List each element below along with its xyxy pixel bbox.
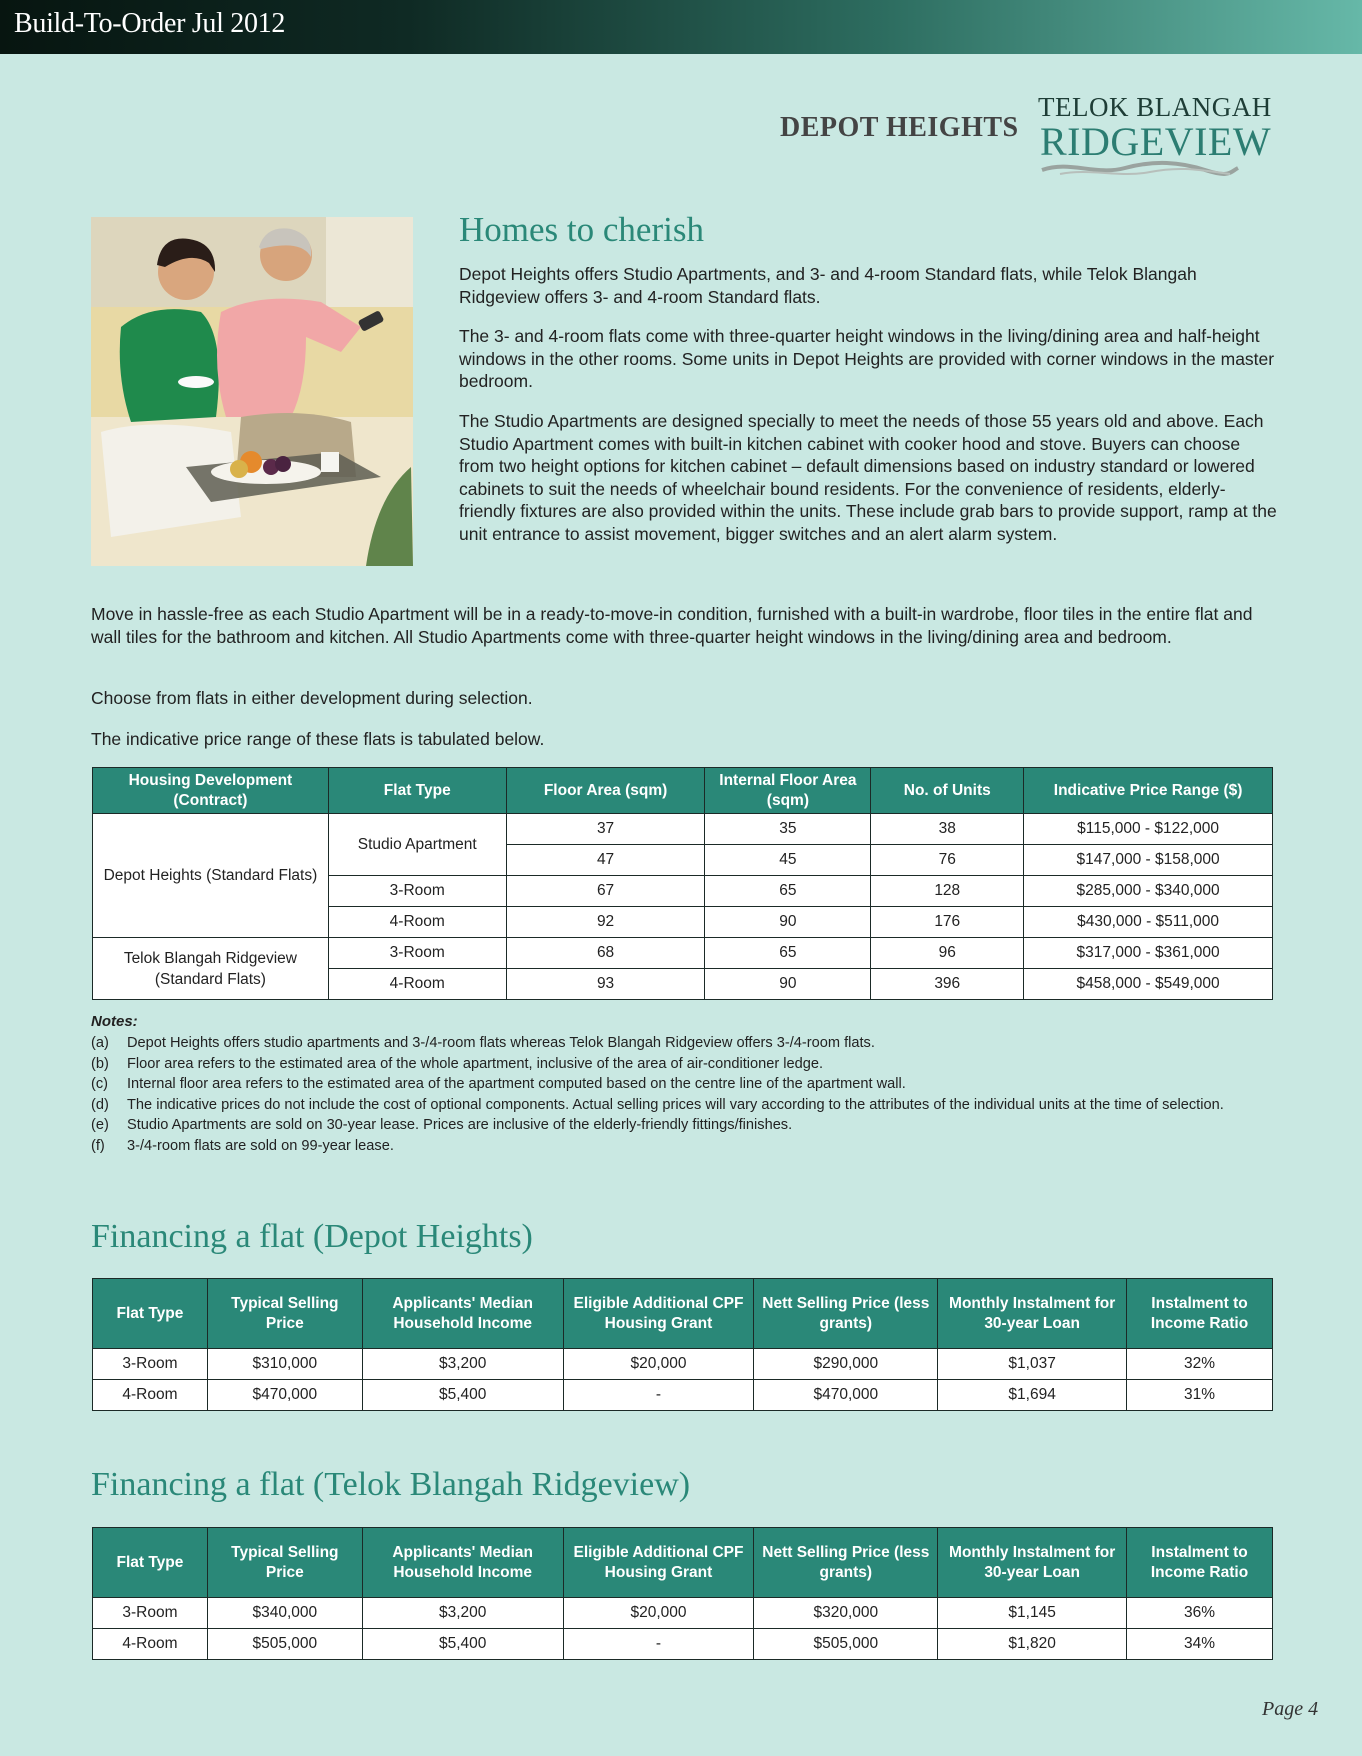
homes-heading: Homes to cherish: [459, 210, 704, 249]
fin-cell: 31%: [1127, 1380, 1273, 1411]
page-number: Page 4: [1262, 1698, 1319, 1720]
fin-header-selling-price: Typical Selling Price: [207, 1279, 362, 1349]
note-text: Studio Apartments are sold on 30-year lease. Prices are inclusive of the elderly-friendly fittings/finishes.: [127, 1117, 793, 1133]
fin-header-median-income: Applicants' Median Household Income: [362, 1279, 563, 1349]
logo-wave-icon: [1040, 158, 1240, 180]
units-cell: 128: [871, 876, 1024, 907]
flat-type-cell: 3-Room: [328, 938, 506, 969]
floor-area-cell: 68: [506, 938, 705, 969]
elderly-couple-photo: [91, 217, 413, 566]
fin-cell: $505,000: [754, 1629, 938, 1660]
note-item: [91, 1033, 1271, 1054]
fin-cell: $320,000: [754, 1598, 938, 1629]
fin-cell: $20,000: [563, 1598, 754, 1629]
fin-cell: 4-Room: [93, 1629, 208, 1660]
fin-cell: $470,000: [754, 1380, 938, 1411]
financing-depot-heading: Financing a flat (Depot Heights): [91, 1218, 533, 1255]
fin-cell: -: [563, 1629, 754, 1660]
units-cell: 396: [871, 969, 1024, 1000]
financing-depot-table: [92, 1278, 1273, 1411]
flat-type-cell: 4-Room: [328, 907, 506, 938]
note-text: Internal floor area refers to the estimated area of the apartment computed based on the centre line of the apartment wall.: [127, 1076, 906, 1092]
fin-cell: $5,400: [362, 1380, 563, 1411]
fin-cell: $1,145: [938, 1598, 1127, 1629]
fin-cell: $1,037: [938, 1349, 1127, 1380]
fin-cell: 32%: [1127, 1349, 1273, 1380]
flat-type-cell: 3-Room: [328, 876, 506, 907]
development-depot-heights: Depot Heights (Standard Flats): [93, 814, 329, 938]
fin-cell: $505,000: [207, 1629, 362, 1660]
note-item: [91, 1095, 1271, 1116]
flat-type-cell: Studio Apartment: [328, 814, 506, 876]
homes-paragraph-4: Move in hassle-free as each Studio Apartment will be in a ready-to-move-in condition, furnished with a built-in wardrobe, floor tiles in the entire flat and wall tiles for the bathroom and kitchen. All Studio Apartments come with three-quarter height windows in the living/dining area and bedroom.: [91, 604, 1253, 647]
depot-heights-logo: DEPOT HEIGHTS: [780, 112, 1019, 143]
note-text: The indicative prices do not include the cost of optional components. Actual selling prices will vary according to the attributes of the individual units at the time of selection.: [127, 1096, 1224, 1113]
note-text: Depot Heights offers studio apartments and 3-/4-room flats whereas Telok Blangah Ridgeview offers 3-/4-room flats.: [127, 1035, 875, 1051]
price-header-floor-area: Floor Area (sqm): [506, 768, 705, 814]
financing-telok-header-row: [93, 1528, 1273, 1598]
fin-header-monthly-instalment: Monthly Instalment for 30-year Loan: [938, 1279, 1127, 1349]
fin-cell: 34%: [1127, 1629, 1273, 1660]
table-row: [93, 1598, 1273, 1629]
notes-list: [91, 1033, 1271, 1156]
price-header-internal-area: Internal Floor Area (sqm): [705, 768, 871, 814]
fin-cell: $290,000: [754, 1349, 938, 1380]
header-title: Build-To-Order Jul 2012: [14, 8, 286, 39]
fin-cell: $5,400: [362, 1629, 563, 1660]
table-row: [93, 1349, 1273, 1380]
fin-cell: -: [563, 1380, 754, 1411]
internal-area-cell: 90: [705, 969, 871, 1000]
fin-cell: $1,694: [938, 1380, 1127, 1411]
fin-cell: 36%: [1127, 1598, 1273, 1629]
note-label: (a): [91, 1035, 109, 1051]
homes-paragraph-6: The indicative price range of these flats is tabulated below.: [91, 729, 545, 749]
note-label: (f): [91, 1137, 105, 1154]
units-cell: 96: [871, 938, 1024, 969]
internal-area-cell: 90: [705, 907, 871, 938]
table-row: [93, 1629, 1273, 1660]
note-item: [91, 1074, 1271, 1095]
price-header-development: Housing Development (Contract): [93, 768, 329, 814]
homes-paragraph-2: The 3- and 4-room flats come with three-quarter height windows in the living/dining area and half-height windows in the other rooms. Some units in Depot Heights are provided with corner windows in the master bedroom.: [459, 326, 1275, 391]
price-header-units: No. of Units: [871, 768, 1024, 814]
note-label: (b): [91, 1055, 109, 1072]
note-label: (d): [91, 1096, 109, 1113]
floor-area-cell: 47: [506, 845, 705, 876]
floor-area-cell: 93: [506, 969, 705, 1000]
internal-area-cell: 65: [705, 938, 871, 969]
fin-header-cpf-grant: Eligible Additional CPF Housing Grant: [563, 1528, 754, 1598]
fin-cell: $3,200: [362, 1598, 563, 1629]
table-row: [93, 938, 1273, 969]
fin-header-cpf-grant: Eligible Additional CPF Housing Grant: [563, 1279, 754, 1349]
note-label: (e): [91, 1117, 109, 1133]
financing-telok-table: [92, 1527, 1273, 1660]
flat-type-cell: 4-Room: [328, 969, 506, 1000]
price-header-flat-type: Flat Type: [328, 768, 506, 814]
price-header-price-range: Indicative Price Range ($): [1024, 768, 1273, 814]
homes-paragraph-1: Depot Heights offers Studio Apartments, and 3- and 4-room Standard flats, while Telok Blangah Ridgeview offers 3- and 4-room Standard flats.: [459, 264, 1197, 307]
note-label: (c): [91, 1076, 109, 1092]
fin-cell: $340,000: [207, 1598, 362, 1629]
table-row: [93, 1380, 1273, 1411]
homes-paragraph-3: The Studio Apartments are designed specially to meet the needs of those 55 years old and above. Each Studio Apartment comes with built-in kitchen cabinet with cooker hood and stove. Buyers can choose from two height options for kitchen cabinet – default dimensions based on industry standard or lowered cabinets to suit the needs of wheelchair bound residents. For the convenience of residents, elderly-friendly fixtures are also provided within the units. These include grab bars to provide support, ramp at the unit entrance to assist movement, bigger switches and an alert alarm system.: [459, 411, 1277, 544]
fin-header-selling-price: Typical Selling Price: [207, 1528, 362, 1598]
internal-area-cell: 35: [705, 814, 871, 845]
fin-header-flat-type: Flat Type: [93, 1279, 208, 1349]
notes-title: Notes:: [91, 1013, 138, 1030]
note-text: 3-/4-room flats are sold on 99-year lease.: [127, 1137, 394, 1154]
fin-cell: $470,000: [207, 1380, 362, 1411]
fin-cell: $3,200: [362, 1349, 563, 1380]
financing-telok-heading: Financing a flat (Telok Blangah Ridgeview): [91, 1466, 691, 1503]
price-range-cell: $147,000 - $158,000: [1024, 845, 1273, 876]
fin-header-nett-price: Nett Selling Price (less grants): [754, 1279, 938, 1349]
fin-header-income-ratio: Instalment to Income Ratio: [1127, 1279, 1273, 1349]
telok-blangah-logo-line2: RIDGEVIEW: [1040, 119, 1272, 164]
fin-cell: $310,000: [207, 1349, 362, 1380]
fin-cell: $20,000: [563, 1349, 754, 1380]
note-text: Floor area refers to the estimated area of the whole apartment, inclusive of the area of air-conditioner ledge.: [127, 1055, 824, 1072]
fin-header-nett-price: Nett Selling Price (less grants): [754, 1528, 938, 1598]
price-range-cell: $285,000 - $340,000: [1024, 876, 1273, 907]
note-item: [91, 1054, 1271, 1075]
fin-cell: 3-Room: [93, 1598, 208, 1629]
table-row: [93, 814, 1273, 845]
fin-cell: $1,820: [938, 1629, 1127, 1660]
fin-header-income-ratio: Instalment to Income Ratio: [1127, 1528, 1273, 1598]
fin-cell: 3-Room: [93, 1349, 208, 1380]
price-range-cell: $458,000 - $549,000: [1024, 969, 1273, 1000]
price-range-cell: $430,000 - $511,000: [1024, 907, 1273, 938]
financing-depot-header-row: [93, 1279, 1273, 1349]
units-cell: 38: [871, 814, 1024, 845]
fin-header-flat-type: Flat Type: [93, 1528, 208, 1598]
note-item: [91, 1115, 1271, 1136]
telok-blangah-logo-line1: TELOK BLANGAH: [1038, 92, 1272, 122]
fin-cell: 4-Room: [93, 1380, 208, 1411]
floor-area-cell: 37: [506, 814, 705, 845]
units-cell: 76: [871, 845, 1024, 876]
price-range-cell: $115,000 - $122,000: [1024, 814, 1273, 845]
price-table-header-row: [93, 768, 1273, 814]
units-cell: 176: [871, 907, 1024, 938]
internal-area-cell: 65: [705, 876, 871, 907]
price-range-cell: $317,000 - $361,000: [1024, 938, 1273, 969]
internal-area-cell: 45: [705, 845, 871, 876]
price-table: [92, 767, 1273, 1000]
note-item: [91, 1136, 1271, 1157]
development-telok-blangah: Telok Blangah Ridgeview (Standard Flats): [93, 938, 329, 1000]
fin-header-monthly-instalment: Monthly Instalment for 30-year Loan: [938, 1528, 1127, 1598]
floor-area-cell: 92: [506, 907, 705, 938]
fin-header-median-income: Applicants' Median Household Income: [362, 1528, 563, 1598]
floor-area-cell: 67: [506, 876, 705, 907]
homes-paragraph-5: Choose from flats in either development during selection.: [91, 688, 533, 708]
header-bar: [0, 0, 1362, 54]
